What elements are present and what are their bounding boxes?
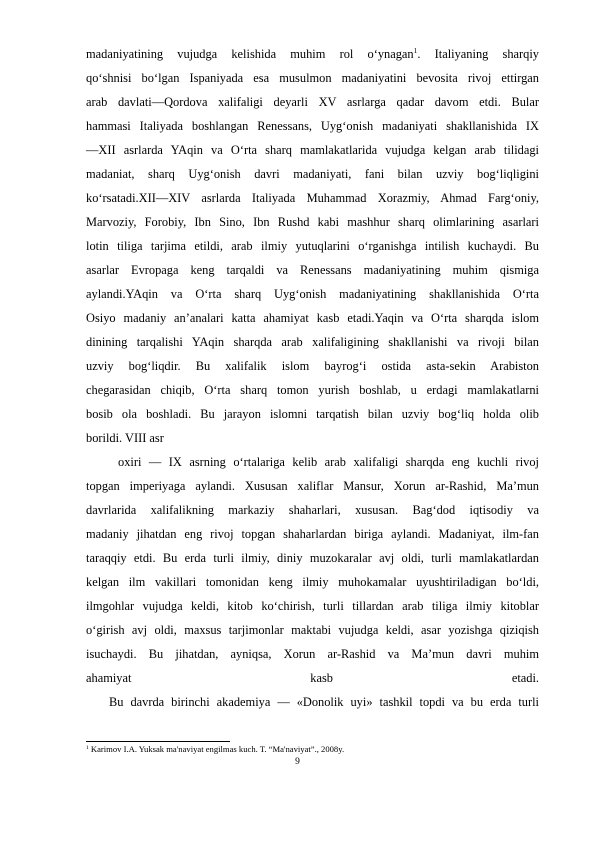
body-text-line: ko‘rsatadi.XII—XIV asrlarda Italiyada Muhammad Xorazmiy, Ahmad Farg‘oniy,: [86, 191, 539, 205]
body-text-line: dinining tarqalishi YAqin sharqda arab xalifaligining shakllanishi va rivoji bilan: [86, 335, 539, 349]
footnote-reference[interactable]: 1: [413, 46, 418, 55]
body-text-line: borildi. VIII asr: [86, 431, 164, 445]
body-text-line: Bu davrda birinchi akademiya — «Donolik uyi» tashkil topdi va bu erda turli: [109, 695, 539, 709]
page-number: 9: [295, 757, 300, 767]
body-text-line: madaniat, sharq Uyg‘onish davri madaniyati, fani bilan uzviy bog‘liqligini: [86, 167, 539, 181]
footnote-text: Karimov I.A. Yuksak ma'naviyat engilmas kuch. T. “Ma'naviyat”., 2008y.: [90, 744, 345, 754]
body-text-line: uzviy bog‘liqdir. Bu xalifalik islom bayrog‘i ostida asta-sekin Arabiston: [86, 359, 539, 373]
body-text-line: bosib ola boshladi. Bu jarayon islomni tarqatish bilan uzviy bog‘liq holda olib: [86, 407, 539, 421]
body-text-line: madaniy jihatdan eng rivoj topgan shaharlardan biriga aylandi. Madaniyat, ilm-fan: [86, 527, 539, 541]
body-text-line: davrlarida xalifalikning markaziy shaharlari, xususan. Bag‘dod iqtisodiy va: [86, 503, 539, 517]
body-text-line: aylandi.YAqin va O‘rta sharq Uyg‘onish madaniyatining shakllanishida O‘rta: [86, 287, 539, 301]
body-text-line: oxiri — IX asrning o‘rtalariga kelib arab xalifaligi sharqda eng kuchli rivoj: [118, 455, 539, 469]
body-text-line: topgan imperiyaga aylandi. Xususan xaliflar Mansur, Xorun ar-Rashid, Ma’mun: [86, 479, 539, 493]
footnote: [86, 744, 344, 755]
body-text-line: isuchaydi. Bu jihatdan, ayniqsa, Xorun ar-Rashid va Ma’mun davri muhim: [86, 647, 539, 661]
body-text-line: ahamiyat kasb etadi.: [86, 671, 539, 685]
body-text-line: lotin tiliga tarjima etildi, arab ilmiy yutuqlarini o‘rganishga intilish kuchaydi. Bu: [86, 239, 539, 253]
body-text-line: Osiyo madaniy an’analari katta ahamiyat kasb etadi.Yaqin va O‘rta sharqda islom: [86, 311, 539, 325]
footnote-divider: [86, 741, 230, 742]
footnote-number: 1: [86, 745, 89, 751]
body-text-line: madaniyatining vujudga kelishida muhim rol o‘ynagan$^1$. Italiyaning sharqiy: [86, 46, 539, 61]
body-text-line: Marvoziy, Forobiy, Ibn Sino, Ibn Rushd kabi mashhur sharq olimlarining asarlari: [86, 215, 539, 229]
body-text-line: asarlar Evropaga keng tarqaldi va Renessans madaniyatining muhim qismiga: [86, 263, 539, 277]
body-text-line: hammasi Italiyada boshlangan Renessans, Uyg‘onish madaniyati shakllanishida IX: [86, 119, 539, 133]
body-text-line: chegarasidan chiqib, O‘rta sharq tomon yurish boshlab, u erdagi mamlakatlarni: [86, 383, 539, 397]
body-text-line: kelgan ilm vakillari tomonidan keng ilmiy muhokamalar uyushtiriladigan bo‘ldi,: [86, 575, 539, 589]
body-text-line: qo‘shnisi bo‘lgan Ispaniyada esa musulmon madaniyatini bevosita rivoj ettirgan: [86, 71, 539, 85]
body-text-line: taraqqiy etdi. Bu erda turli ilmiy, diniy muzokaralar avj oldi, turli mamlakatlardan: [86, 551, 539, 565]
body-text-line: arab davlati—Qordova xalifaligi deyarli XV asrlarga qadar davom etdi. Bular: [86, 95, 539, 109]
body-text-line: ilmgohlar vujudga keldi, kitob ko‘chirish, turli tillardan arab tiliga ilmiy kitoblar: [86, 599, 539, 613]
body-text-line: o‘girish avj oldi, maxsus tarjimonlar maktabi vujudga keldi, asar yozishga qiziqish: [86, 623, 539, 637]
body-text-line: —XII asrlarda YAqin va O‘rta sharq mamlakatlarida vujudga kelgan arab tilidagi: [86, 143, 539, 157]
